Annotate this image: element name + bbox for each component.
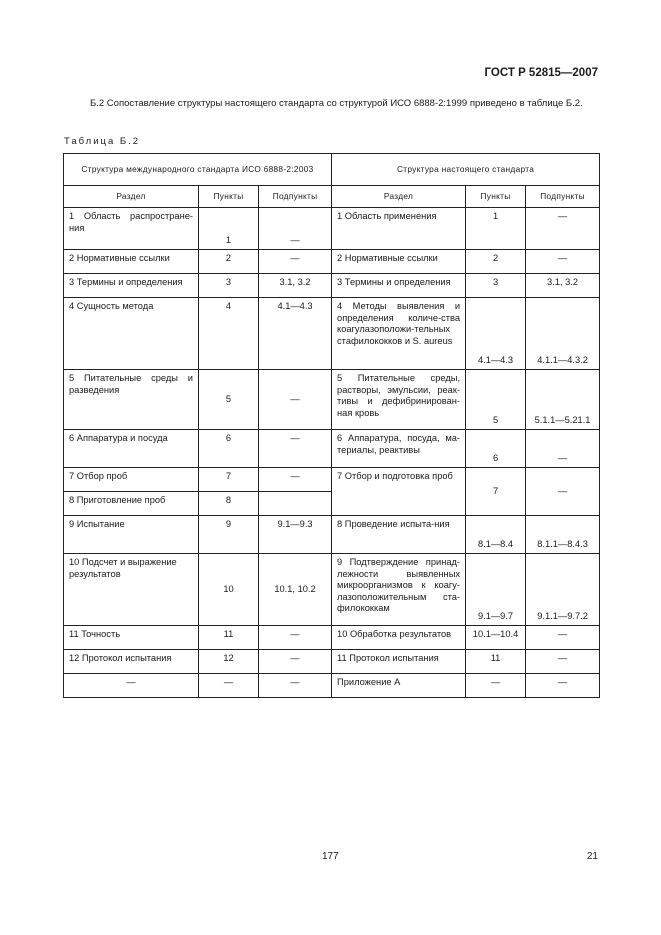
cell-section: 9 Подтверждение принад-лежности выявленных микроорганизмов к коагу-лазоположительным ста-филококкам bbox=[332, 554, 466, 626]
cell-subpoints: — bbox=[526, 250, 600, 274]
cell-subpoints: — bbox=[259, 674, 332, 698]
col-header-subpoints: Подпункты bbox=[259, 186, 332, 208]
header-international-structure: Структура международного стандарта ИСО 6888-2:2003 bbox=[64, 154, 332, 186]
cell-points: 6 bbox=[466, 430, 526, 468]
cell-subpoints: — bbox=[259, 626, 332, 650]
cell-subpoints: — bbox=[526, 468, 600, 516]
cell-subpoints: 3.1, 3.2 bbox=[526, 274, 600, 298]
cell-points: 10.1—10.4 bbox=[466, 626, 526, 650]
cell-section: 2 Нормативные ссылки bbox=[332, 250, 466, 274]
table-row bbox=[64, 650, 600, 674]
cell-section: 7 Отбор проб bbox=[64, 468, 199, 492]
cell-subpoints: 8.1.1—8.4.3 bbox=[526, 516, 600, 554]
cell-subpoints: — bbox=[526, 674, 600, 698]
table-row bbox=[64, 298, 600, 370]
cell-points: 9 bbox=[199, 516, 259, 554]
cell-points: 10 bbox=[199, 554, 259, 626]
table-caption: Таблица Б.2 bbox=[64, 136, 141, 147]
cell-section: 11 Протокол испытания bbox=[332, 650, 466, 674]
cell-section: 10 Подсчет и выражение результатов bbox=[64, 554, 199, 626]
cell-section: 4 Методы выявления и определения количе-ства коагулазоположи-тельных стафилококков и S. aureus bbox=[332, 298, 466, 370]
cell-subpoints: — bbox=[259, 430, 332, 468]
cell-points: 6 bbox=[199, 430, 259, 468]
table-row bbox=[64, 274, 600, 298]
table-row bbox=[64, 554, 600, 626]
intro-paragraph: Б.2 Сопоставление структуры настоящего стандарта со структурой ИСО 6888-2:1999 приведено в таблице Б.2. bbox=[90, 98, 583, 109]
table-row bbox=[64, 626, 600, 650]
cell-points: 3 bbox=[199, 274, 259, 298]
cell-section: 3 Термины и определения bbox=[64, 274, 199, 298]
cell-points: 4.1—4.3 bbox=[466, 298, 526, 370]
cell-section: 5 Питательные среды и разведения bbox=[64, 370, 199, 430]
cell-subpoints: 5.1.1—5.21.1 bbox=[526, 370, 600, 430]
cell-section: 6 Аппаратура и посуда bbox=[64, 430, 199, 468]
cell-section: Приложение А bbox=[332, 674, 466, 698]
cell-subpoints: — bbox=[259, 650, 332, 674]
cell-points: 11 bbox=[199, 626, 259, 650]
cell-subpoints: 4.1—4.3 bbox=[259, 298, 332, 370]
col-header-section: Раздел bbox=[332, 186, 466, 208]
cell-section: 6 Аппаратура, посуда, ма-териалы, реактивы bbox=[332, 430, 466, 468]
cell-section: 12 Протокол испытания bbox=[64, 650, 199, 674]
cell-section: 3 Термины и определения bbox=[332, 274, 466, 298]
cell-section: 9 Испытание bbox=[64, 516, 199, 554]
cell-points: 12 bbox=[199, 650, 259, 674]
cell-subpoints: 9.1.1—9.7.2 bbox=[526, 554, 600, 626]
header-national-structure: Структура настоящего стандарта bbox=[332, 154, 600, 186]
cell-subpoints: — bbox=[259, 468, 332, 492]
cell-section: 5 Питательные среды, растворы, эмульсии, реак-тивы и дефибринирован-ная кровь bbox=[332, 370, 466, 430]
cell-points: 1 bbox=[199, 208, 259, 250]
cell-points: — bbox=[199, 674, 259, 698]
cell-section: 2 Нормативные ссылки bbox=[64, 250, 199, 274]
cell-section: 1 Область применения bbox=[332, 208, 466, 250]
cell-points: 8.1—8.4 bbox=[466, 516, 526, 554]
cell-subpoints: 4.1.1—4.3.2 bbox=[526, 298, 600, 370]
cell-points: — bbox=[466, 674, 526, 698]
cell-section: 10 Обработка результатов bbox=[332, 626, 466, 650]
cell-points: 5 bbox=[466, 370, 526, 430]
cell-points: 7 bbox=[466, 468, 526, 516]
cell-points: 1 bbox=[466, 208, 526, 250]
cell-points: 3 bbox=[466, 274, 526, 298]
cell-subpoints: — bbox=[526, 626, 600, 650]
table-row bbox=[64, 674, 600, 698]
cell-section: 11 Точность bbox=[64, 626, 199, 650]
table-row bbox=[64, 430, 600, 468]
cell-subpoints: 3.1, 3.2 bbox=[259, 274, 332, 298]
cell-points: 2 bbox=[199, 250, 259, 274]
cell-subpoints: — bbox=[259, 250, 332, 274]
cell-section: 8 Проведение испыта-ния bbox=[332, 516, 466, 554]
cell-section: 1 Область распростране-ния bbox=[64, 208, 199, 250]
cell-points: 9.1—9.7 bbox=[466, 554, 526, 626]
cell-points: 7 bbox=[199, 468, 259, 492]
cell-section: 4 Сущность метода bbox=[64, 298, 199, 370]
page-number-center: 177 bbox=[322, 851, 339, 862]
table-row bbox=[64, 468, 600, 492]
table-row bbox=[64, 250, 600, 274]
cell-subpoints: 10.1, 10.2 bbox=[259, 554, 332, 626]
cell-subpoints: — bbox=[259, 370, 332, 430]
cell-section: 7 Отбор и подготовка проб bbox=[332, 468, 466, 516]
cell-points: 4 bbox=[199, 298, 259, 370]
cell-subpoints: 9.1—9.3 bbox=[259, 516, 332, 554]
standard-designation: ГОСТ Р 52815—2007 bbox=[484, 67, 598, 79]
cell-subpoints bbox=[259, 492, 332, 516]
cell-points: 8 bbox=[199, 492, 259, 516]
cell-subpoints: — bbox=[526, 208, 600, 250]
table-row bbox=[64, 516, 600, 554]
col-header-points: Пункты bbox=[199, 186, 259, 208]
table-row bbox=[64, 208, 600, 250]
comparison-table bbox=[63, 153, 600, 698]
cell-section: — bbox=[64, 674, 199, 698]
page-number-right: 21 bbox=[586, 851, 598, 862]
cell-points: 2 bbox=[466, 250, 526, 274]
cell-section: 8 Приготовление проб bbox=[64, 492, 199, 516]
col-header-subpoints: Подпункты bbox=[526, 186, 600, 208]
cell-subpoints: — bbox=[526, 650, 600, 674]
cell-points: 11 bbox=[466, 650, 526, 674]
col-header-section: Раздел bbox=[64, 186, 199, 208]
cell-points: 5 bbox=[199, 370, 259, 430]
col-header-points: Пункты bbox=[466, 186, 526, 208]
cell-subpoints: — bbox=[526, 430, 600, 468]
cell-subpoints: — bbox=[259, 208, 332, 250]
table-row bbox=[64, 370, 600, 430]
